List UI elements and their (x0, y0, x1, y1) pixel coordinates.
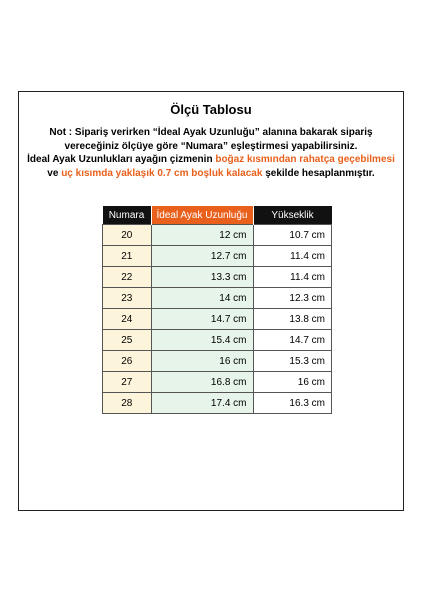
note-line-4 (25, 167, 397, 181)
height-cell: 15.3 cm (253, 351, 332, 372)
size-cell: 21 (103, 246, 152, 267)
table-row (103, 372, 332, 393)
size-note (25, 126, 397, 180)
header-size: Numara (103, 206, 152, 225)
height-cell: 14.7 cm (253, 330, 332, 351)
height-cell: 11.4 cm (253, 246, 332, 267)
table-row (103, 309, 332, 330)
table-row (103, 330, 332, 351)
foot-length-cell: 14 cm (151, 288, 253, 309)
note-line-4-text: ve (47, 167, 62, 179)
size-cell: 22 (103, 267, 152, 288)
height-cell: 12.3 cm (253, 288, 332, 309)
size-cell: 26 (103, 351, 152, 372)
size-cell: 28 (103, 393, 152, 414)
foot-length-cell: 12 cm (151, 225, 253, 246)
note-line-2: vereceğiniz ölçüye göre “Numara” eşleştirmesi yapabilirsiniz. (64, 140, 358, 152)
table-row (103, 351, 332, 372)
height-cell: 10.7 cm (253, 225, 332, 246)
size-cell: 23 (103, 288, 152, 309)
page-title: Ölçü Tablosu (170, 102, 252, 117)
table-row (103, 225, 332, 246)
header-height: Yükseklik (253, 206, 332, 225)
height-cell: 16.3 cm (253, 393, 332, 414)
size-table (102, 206, 332, 414)
table-header-row (103, 206, 332, 225)
height-cell: 16 cm (253, 372, 332, 393)
note-highlight-2: uç kısımda yaklaşık 0.7 cm boşluk kalacak (61, 167, 263, 179)
foot-length-cell: 16 cm (151, 351, 253, 372)
size-cell: 27 (103, 372, 152, 393)
note-line-3 (25, 153, 397, 167)
note-line-1: Not : Sipariş verirken “İdeal Ayak Uzunluğu” alanına bakarak sipariş (49, 127, 373, 138)
header-foot-length: İdeal Ayak Uzunluğu (151, 206, 253, 225)
height-cell: 13.8 cm (253, 309, 332, 330)
foot-length-cell: 14.7 cm (151, 309, 253, 330)
foot-length-cell: 17.4 cm (151, 393, 253, 414)
table-row (103, 393, 332, 414)
note-line-3-text: İdeal Ayak Uzunlukları ayağın çizmenin (27, 154, 216, 165)
size-cell: 24 (103, 309, 152, 330)
height-cell: 11.4 cm (253, 267, 332, 288)
foot-length-cell: 12.7 cm (151, 246, 253, 267)
size-cell: 20 (103, 225, 152, 246)
table-row (103, 267, 332, 288)
foot-length-cell: 15.4 cm (151, 330, 253, 351)
note-line-4-end: şekilde hesaplanmıştır. (262, 167, 375, 179)
table-row (103, 288, 332, 309)
foot-length-cell: 16.8 cm (151, 372, 253, 393)
table-row (103, 246, 332, 267)
size-chart-frame (18, 91, 404, 511)
size-cell: 25 (103, 330, 152, 351)
note-highlight-1: boğaz kısmından rahatça geçebilmesi (215, 154, 395, 165)
foot-length-cell: 13.3 cm (151, 267, 253, 288)
